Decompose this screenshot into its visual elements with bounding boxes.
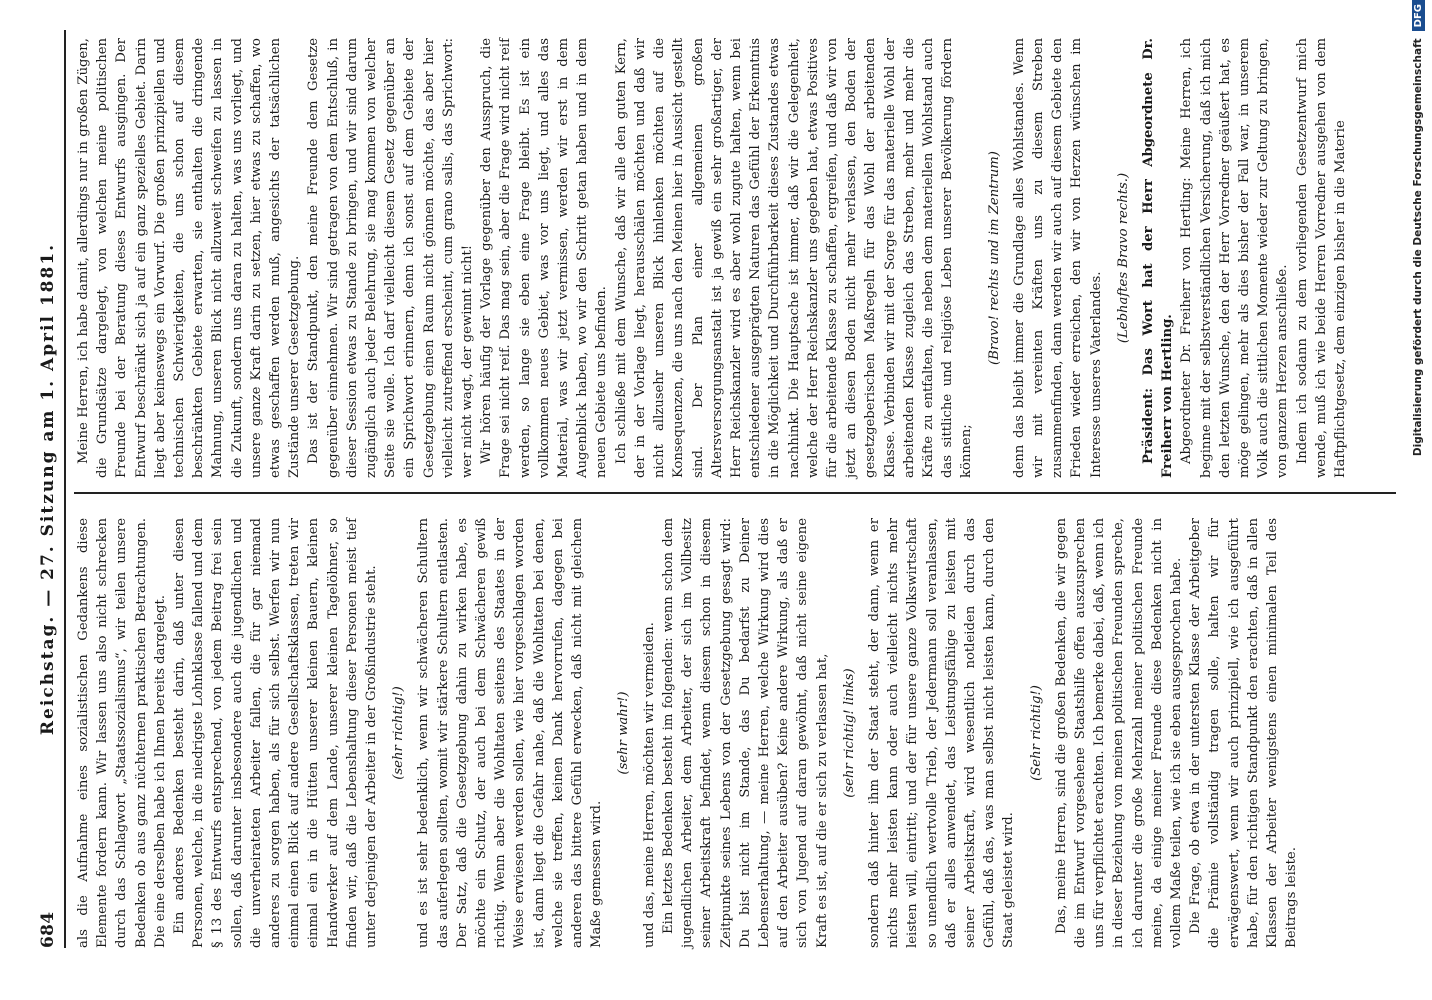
- paragraph: und das, meine Herren, möchten wir vermeiden.: [641, 622, 657, 948]
- paragraph: Wir hören häufig der Vorlage gegenüber den Ausspruch, die Frage sei nicht reif. Das mag sein, aber die Frage wird nicht reif werden, so lange sie eben eine Frage bleibt. Es ist ein vollkommen neues Gebiet, was vor uns liegt, und alles das Material, was wir jetzt vermissen, werden wir erst in dem Augenblick haben, wo wir den Schritt getan haben und in dem neuen Gebiete uns befinden.: [479, 38, 610, 478]
- interjection: (sehr richtig!): [391, 686, 407, 780]
- left-column: [74, 518, 1396, 948]
- page-title: Reichstag. — 27. Sitzung am 1. April 1881.: [38, 242, 58, 736]
- digitization-note: [1408, 0, 1428, 1000]
- paragraph: Ein letztes Bedenken besteht im folgenden: wenn schon dem jugendlichen Arbeiter, dem Arbeiter, der sich im Vollbesitz seiner Arbeitskraft befindet, wenn diesem schon in diesem Zeitpunkte seines Lebens von der Gesetzgebung gesagt wird: Du bist nicht im Stande, das Du bedarfst zu Deiner Lebenserhaltung, — meine Herren, welche Wirkung wird dies auf den Arbeiter ausüben? Keine andere Wirkung, als daß er sich von Jugend auf daran gewöhnt, daß nicht seine eigene Kraft es ist, auf die er sich zu verlassen hat,: [660, 518, 830, 948]
- interjection: (Lebhaftes Bravo rechts.): [1115, 172, 1131, 344]
- interjection: (sehr richtig! links): [841, 668, 857, 798]
- header-rule: [64, 30, 66, 948]
- page-number: 684: [38, 911, 58, 948]
- paragraph: Ein anderes Bedenken besteht darin, daß unter diesen Personen, welche, in die niedrigste Lohnklasse fallend und dem § 13 des Entwurfs entsprechend, von jedem Beitrag frei sein sollen, daß darunter insbesondere auch die jugendlichen und die unverheirateten Arbeiter fallen, die für gar niemand anderes zu sorgen haben, als für sich selbst. Werfen wir nun einmal einen Blick auf andere Gesellschaftsklassen, treten wir einmal ein in die Hütten unserer kleinen Bauern, kleinen Handwerker auf dem Lande, unserer kleinen Tagelöhner, so finden wir, daß die Lebenshaltung dieser Personen meist tief unter derjenigen der Arbeiter in der Großindustrie steht.: [172, 518, 380, 948]
- interjection: (Sehr richtig!): [1028, 685, 1044, 781]
- right-column: [74, 38, 1396, 494]
- paragraph: als die Aufnahme eines sozialistischen Gedankens diese Elemente fordern kann. Wir lassen uns also nicht schrecken durch das Schlagwort „Staatssozialismus“, wir teilen unsere Bedenken ob aus ganz nüchternen praktischen Betrachtungen. Die eine derselben habe ich Ihnen bereits dargelegt.: [76, 518, 168, 948]
- paragraph: und es ist sehr bedenklich, wenn wir schwächeren Schultern das auferlegen sollten, womit wir stärkere Schultern entlasten. Der Satz, daß die Gesetzgebung dahin zu wirken habe, es möchte ein Schutz, der auch bei dem Schwächeren gewiß richtig. Wenn aber die Wohltaten seitens des Staates in der Weise erwiesen werden sollen, wie hier vorgeschlagen worden ist, dann liegt die Gefahr nahe, daß die Wohltaten bei denen, welche sie treffen, keinen Dank hervorrufen, dagegen bei anderen das bittere Gefühl erwecken, daß nicht mit gleichem Maße gemessen wird.: [416, 518, 605, 948]
- dfg-logo: DFG: [1412, 0, 1425, 31]
- paragraph: Ich schließe mit dem Wunsche, daß wir alle den guten Kern, der in der Vorlage liegt, herausschälen möchten und daß wir nicht allzusehr unseren Blick hinlenken möchten auf die Konsequenzen, die uns nach den Meinen hier in Aussicht gestellt sind. Der Plan einer allgemeinen großen Altersversorgungsanstalt ist ja gewiß ein sehr großartiger, der Herr Reichskanzler wird es aber wohl zugute halten, wenn bei entschiedener ausgeprägten Naturen das Gefühl der Erkenntnis in die Möglichkeit und Durchführbarkeit dieses Zustandes etwas nachhinkt. Die Hauptsache ist immer, daß wir die Gelegenheit, welche der Herr Reichskanzler uns gegeben hat, etwas Positives für die arbeitende Klasse zu schaffen, ergreifen, und daß wir von jetzt an diesen Boden nicht mehr verlassen, den Boden der gesetzgeberischen Maßregeln für das Wohl der arbeitenden Klasse. Verbinden wir mit der Sorge für das materielle Wohl der arbeitenden Klasse zugleich das Streben, mehr und mehr die Kräfte zu entfalten, die neben dem materiellen Wohlstand auch das sittliche und religiöse Leben unserer Bevölkerung fördern können;: [613, 38, 975, 478]
- paragraph: Das, meine Herren, sind die großen Bedenken, die wir gegen die im Entwurf vorgesehene Staatshilfe offen auszusprechen uns für verpflichtet erachten. Ich bemerke dabei, daß, wenn ich in dieser Beziehung von meinen politischen Freunden spreche, ich darunter die große Mehrzahl meiner politischen Freunde meine, da einige meiner Freunde diese Bedenken nicht in vollem Maße teilen, wie ich sie eben ausgesprochen habe.: [1053, 518, 1184, 948]
- paragraph: denn das bleibt immer die Grundlage alles Wohlstandes. Wenn wir mit vereinten Kräften uns zu diesem Streben zusammenfinden, dann werden wir auch auf diesem Gebiete den Frieden wieder erreichen, den wir von Herzen wünschen im Interesse unseres Vaterlandes.: [1011, 38, 1104, 478]
- paragraph: Die Frage, ob etwa in der untersten Klasse der Arbeitgeber die Prämie vollständig tragen solle, halten wir für erwägenswert, wenn wir auch prinzipiell, wie ich ausgeführt habe, für den richtigen Standpunkt den erachten, daß in allen Klassen der Arbeiter wenigstens einen minimalen Teil des Beitrags leiste.: [1188, 518, 1300, 948]
- interjection: (Bravo! rechts und im Zentrum): [986, 151, 1002, 365]
- speaker-paragraph: Abgeordneter Dr. Freiherr von Hertling: Meine Herren, ich beginne mit der selbstverständlichen Versicherung, daß ich mich den letzten Wunsche, den der Herr Vorredner geäußert hat, es möge gelingen, mehr als dies bisher der Fall war, in unserem Volk auch die sittlichen Momente wieder zur Geltung zu bringen, von ganzem Herzen anschließe.: [1179, 38, 1291, 478]
- paragraph: sondern daß hinter ihm der Staat steht, der dann, wenn er nichts mehr leisten kann oder auch vielleicht nichts mehr leisten will, eintritt; und der für unsere ganze Volkswirtschaft so unendlich wertvolle Trieb, der Jedermann soll veranlassen, daß er alles anwendet, das Leistungsfähige zu leisten mit seiner Arbeitskraft, wird wesentlich notleiden durch das Gefühl, daß das, was man selbst nicht leisten kann, durch den Staat geleistet wird.: [866, 518, 1017, 948]
- speaker-paragraph: Präsident: Das Wort hat der Herr Abgeordnete Dr. Freiherr von Hertling.: [1140, 38, 1176, 478]
- paragraph: Indem ich sodann zu dem vorliegenden Gesetzentwurf mich wende, muß ich wie beide Herren Vorredner ausgehen von dem Haftpflichtgesetz, dem einzigen bisher in die Materie: [1294, 38, 1348, 478]
- interjection: (sehr wahr!): [616, 691, 632, 775]
- document-page: [16, 0, 1416, 1000]
- paragraph: Meine Herren, ich habe damit, allerdings nur in großen Zügen, die Grundsätze dargelegt, von welchen meine politischen Freunde bei der Beratung dieses Entwurfs ausgingen. Der Entwurf beschränkt sich ja auf ein ganz spezielles Gebiet. Darin liegt aber keineswegs ein Vorwurf. Die großen prinzipiellen und technischen Schwierigkeiten, die uns schon auf diesem beschränkten Gebiete erwarten, sie enthalten die dringende Mahnung, unseren Blick nicht allzuweit schweifen zu lassen in die Zukunft, sondern uns daran zu halten, was uns vorliegt, und unsere ganze Kraft darin zu setzen, hier etwas zu schaffen, wo etwas geschaffen werden muß, angesichts der tatsächlichen Zustände unserer Gesetzgebung.: [76, 38, 303, 478]
- paragraph: Das ist der Standpunkt, den meine Freunde dem Gesetze gegenüber einnehmen. Wir sind getragen von dem Entschluß, in dieser Session etwas zu Stande zu bringen, und wir sind darum zugänglich auch jeder Belehrung, sie mag kommen von welcher Seite sie wolle. Ich darf vielleicht diesem Gesetz gegenüber an ein Sprichwort erinnern, denn ich sonst auf dem Gebiete der Gesetzgebung einen Raum nicht gönnen möchte, das aber hier vielleicht zutreffend erscheint, cum grano salis, das Sprichwort: wer nicht wagt, der gewinnt nicht!: [306, 38, 476, 478]
- digitization-text: Digitalisierung gefördert durch die Deutsche Forschungsgemeinschaft: [1412, 38, 1424, 457]
- page-header: [34, 30, 62, 948]
